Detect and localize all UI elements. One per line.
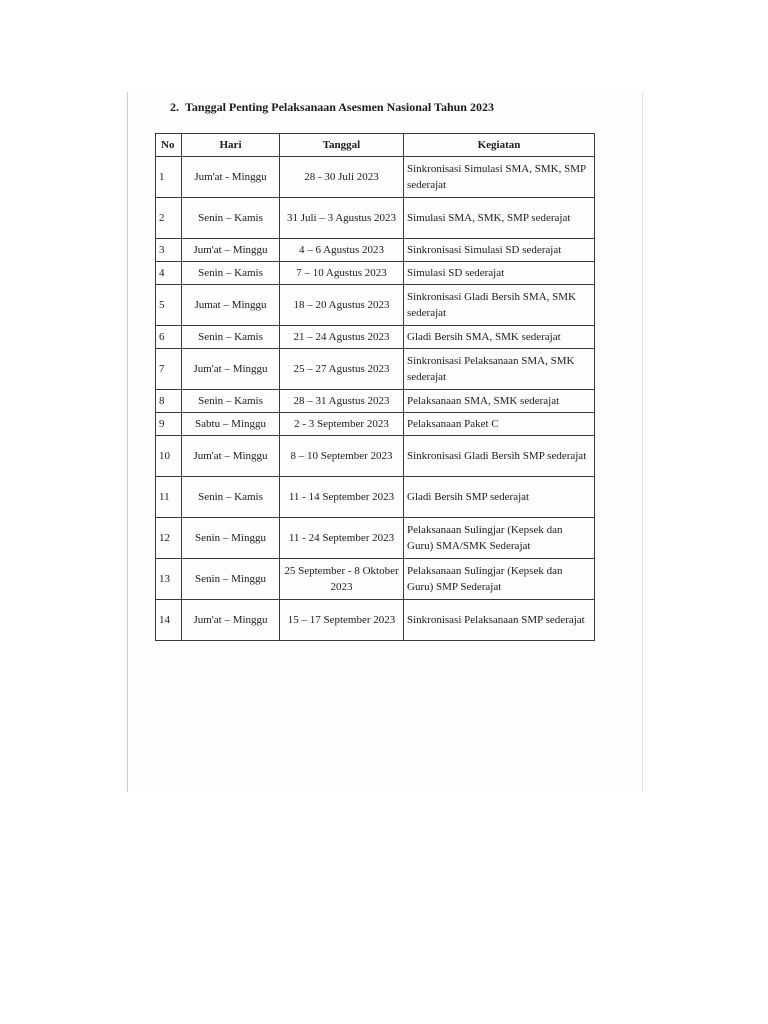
- row-no: 8: [156, 390, 182, 413]
- row-hari: Jum'at – Minggu: [182, 349, 280, 390]
- row-no: 4: [156, 262, 182, 285]
- row-hari: Jum'at - Minggu: [182, 157, 280, 198]
- row-kegiatan: Pelaksanaan SMA, SMK sederajat: [404, 390, 595, 413]
- row-hari: Jum'at – Minggu: [182, 436, 280, 477]
- row-tanggal: 15 – 17 September 2023: [280, 600, 404, 641]
- row-no: 13: [156, 559, 182, 600]
- header-no: No: [156, 134, 182, 157]
- row-hari: Sabtu – Minggu: [182, 413, 280, 436]
- schedule-table: [155, 133, 595, 641]
- row-kegiatan: Simulasi SMA, SMK, SMP sederajat: [404, 198, 595, 239]
- row-kegiatan: Gladi Bersih SMP sederajat: [404, 477, 595, 518]
- section-number: 2.: [170, 100, 179, 114]
- header-tanggal: Tanggal: [280, 134, 404, 157]
- row-kegiatan: Simulasi SD sederajat: [404, 262, 595, 285]
- table-row: [156, 413, 595, 436]
- row-hari: Jum'at – Minggu: [182, 239, 280, 262]
- table-row: [156, 600, 595, 641]
- row-tanggal: 8 – 10 September 2023: [280, 436, 404, 477]
- row-tanggal: 7 – 10 Agustus 2023: [280, 262, 404, 285]
- table-row: [156, 285, 595, 326]
- row-tanggal: 4 – 6 Agustus 2023: [280, 239, 404, 262]
- table-row: [156, 436, 595, 477]
- row-hari: Jumat – Minggu: [182, 285, 280, 326]
- table-row: [156, 477, 595, 518]
- table-header-row: [156, 134, 595, 157]
- table-row: [156, 239, 595, 262]
- row-kegiatan: Sinkronisasi Pelaksanaan SMA, SMK sederajat: [404, 349, 595, 390]
- row-tanggal: 21 – 24 Agustus 2023: [280, 326, 404, 349]
- row-no: 1: [156, 157, 182, 198]
- row-tanggal: 18 – 20 Agustus 2023: [280, 285, 404, 326]
- row-kegiatan: Pelaksanaan Sulingjar (Kepsek dan Guru) SMA/SMK Sederajat: [404, 518, 595, 559]
- row-kegiatan: Sinkronisasi Pelaksanaan SMP sederajat: [404, 600, 595, 641]
- row-hari: Senin – Kamis: [182, 390, 280, 413]
- row-no: 5: [156, 285, 182, 326]
- row-hari: Senin – Minggu: [182, 559, 280, 600]
- row-hari: Senin – Kamis: [182, 326, 280, 349]
- row-no: 3: [156, 239, 182, 262]
- row-tanggal: 28 - 30 Juli 2023: [280, 157, 404, 198]
- row-hari: Senin – Minggu: [182, 518, 280, 559]
- row-kegiatan: Pelaksanaan Paket C: [404, 413, 595, 436]
- row-hari: Senin – Kamis: [182, 198, 280, 239]
- table-row: [156, 390, 595, 413]
- row-tanggal: 25 September - 8 Oktober 2023: [280, 559, 404, 600]
- row-tanggal: 25 – 27 Agustus 2023: [280, 349, 404, 390]
- table-row: [156, 518, 595, 559]
- table-row: [156, 262, 595, 285]
- row-tanggal: 11 - 24 September 2023: [280, 518, 404, 559]
- header-hari: Hari: [182, 134, 280, 157]
- row-hari: Senin – Kamis: [182, 477, 280, 518]
- row-no: 12: [156, 518, 182, 559]
- table-row: [156, 198, 595, 239]
- row-no: 2: [156, 198, 182, 239]
- section-heading: [170, 100, 494, 115]
- header-kegiatan: Kegiatan: [404, 134, 595, 157]
- table-row: [156, 157, 595, 198]
- row-kegiatan: Gladi Bersih SMA, SMK sederajat: [404, 326, 595, 349]
- row-kegiatan: Pelaksanaan Sulingjar (Kepsek dan Guru) SMP Sederajat: [404, 559, 595, 600]
- row-hari: Jum'at – Minggu: [182, 600, 280, 641]
- row-kegiatan: Sinkronisasi Simulasi SMA, SMK, SMP sederajat: [404, 157, 595, 198]
- table-row: [156, 559, 595, 600]
- row-no: 11: [156, 477, 182, 518]
- table-row: [156, 326, 595, 349]
- row-tanggal: 28 – 31 Agustus 2023: [280, 390, 404, 413]
- table-row: [156, 349, 595, 390]
- row-no: 14: [156, 600, 182, 641]
- row-tanggal: 2 - 3 September 2023: [280, 413, 404, 436]
- row-tanggal: 31 Juli – 3 Agustus 2023: [280, 198, 404, 239]
- row-no: 9: [156, 413, 182, 436]
- row-kegiatan: Sinkronisasi Simulasi SD sederajat: [404, 239, 595, 262]
- section-title: Tanggal Penting Pelaksanaan Asesmen Nasional Tahun 2023: [185, 100, 494, 114]
- row-tanggal: 11 - 14 September 2023: [280, 477, 404, 518]
- row-kegiatan: Sinkronisasi Gladi Bersih SMA, SMK sederajat: [404, 285, 595, 326]
- row-no: 10: [156, 436, 182, 477]
- row-hari: Senin – Kamis: [182, 262, 280, 285]
- row-no: 6: [156, 326, 182, 349]
- row-no: 7: [156, 349, 182, 390]
- row-kegiatan: Sinkronisasi Gladi Bersih SMP sederajat: [404, 436, 595, 477]
